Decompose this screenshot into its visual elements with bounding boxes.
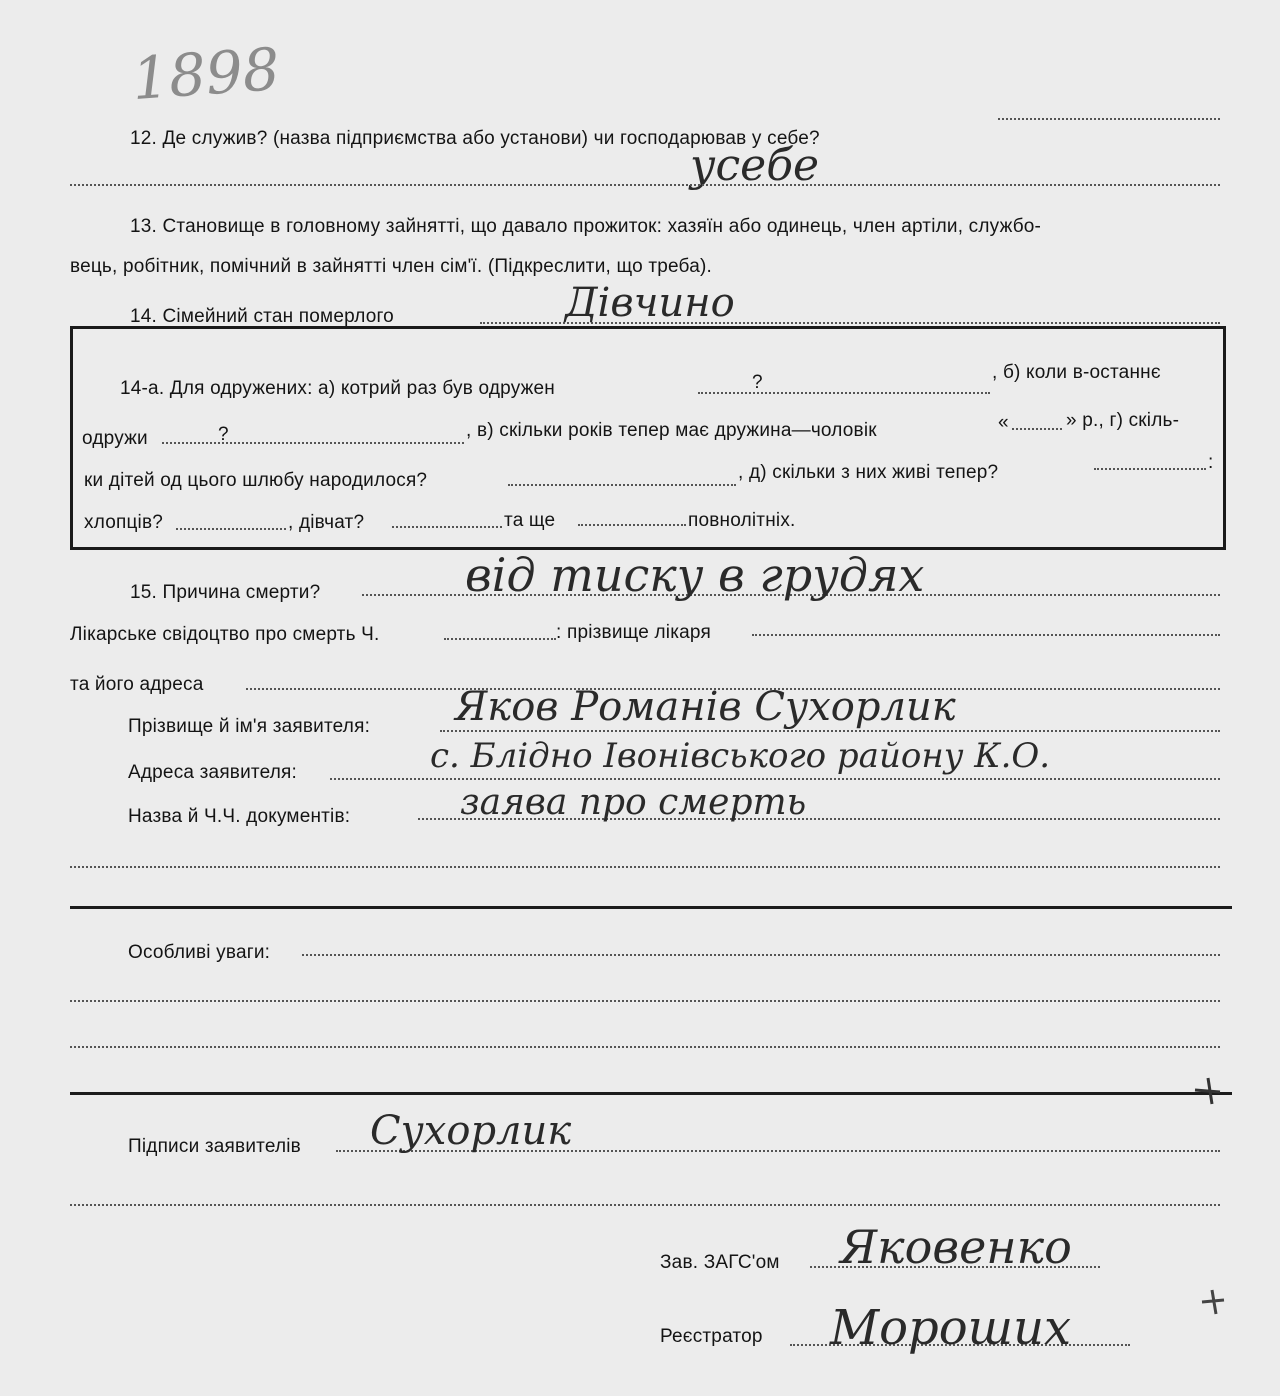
q14a-l3-b: , д) скільки з них живі тепер? — [738, 462, 999, 483]
remarks-dots-1 — [302, 954, 1220, 956]
q14a-l3-dots-2 — [1094, 468, 1206, 470]
documents-value: заява про смерть — [460, 782, 807, 823]
q14-label: 14. Сімейний стан померлого — [130, 306, 394, 327]
remarks-dots-3 — [70, 1046, 1220, 1048]
q14a-l2-q: ? — [218, 424, 229, 445]
doctor-surname-label: : прізвище лікаря — [556, 622, 711, 643]
q12-dotline — [998, 118, 1220, 120]
q12-answer: усебе — [690, 140, 820, 191]
q14a-l3-c: : — [1208, 452, 1214, 473]
ink-mark-1 — [1190, 1070, 1230, 1110]
q14a-l2-dots-2 — [1012, 428, 1062, 430]
doctor-address-label: та його адреса — [70, 674, 204, 695]
applicant-name-dots — [440, 730, 1220, 732]
doctor-certificate-label: Лікарське свідоцтво про смерть Ч. — [70, 624, 380, 645]
registrar-label: Реєстратор — [660, 1326, 763, 1347]
applicant-address: с. Блідно Івонівського району К.О. — [430, 736, 1051, 776]
applicant-address-dots — [330, 778, 1220, 780]
q14a-l2-b: , в) скільки років тепер має дружина—чоловік — [466, 420, 877, 441]
q14a-l4-a: хлопців? — [84, 512, 164, 533]
q14a-l2-open: « — [998, 412, 1009, 433]
q15-label: 15. Причина смерти? — [130, 582, 321, 603]
applicant-name-label: Прізвище й ім'я заявителя: — [128, 716, 371, 737]
q14a-l4-d: повнолітніх. — [688, 510, 796, 531]
q15-answer: від тиску в грудях — [465, 548, 925, 602]
q14a-l1-b: , б) коли в-останнє — [992, 362, 1161, 383]
q14a-l4-c: та ще — [504, 510, 556, 531]
q14a-l2-dots — [162, 442, 464, 444]
documents-dots-2 — [70, 866, 1220, 868]
applicant-signature: Сухорлик — [370, 1108, 572, 1154]
documents-label: Назва й Ч.Ч. документів: — [128, 806, 351, 827]
registrar-signature: Мороших — [830, 1300, 1072, 1356]
section-divider-2 — [70, 1092, 1232, 1095]
q14a-l3-a: ки дітей од цього шлюбу народилося? — [84, 470, 428, 491]
q14-answer: Дівчино — [565, 280, 735, 326]
ink-mark-2 — [1196, 1284, 1232, 1320]
doctor-certificate-dots — [444, 638, 556, 640]
applicant-signature-dots-2 — [70, 1204, 1220, 1206]
head-signature: Яковенко — [840, 1220, 1072, 1274]
remarks-dots-2 — [70, 1000, 1220, 1002]
q14a-l4-b: , дівчат? — [288, 512, 365, 533]
q12-label: 12. Де служив? (назва підприємства або установи) чи господарював у себе? — [130, 128, 820, 149]
q14a-l4-dots-3 — [578, 524, 686, 526]
q12-dotline-2 — [70, 184, 1220, 186]
doctor-surname-dots — [752, 634, 1220, 636]
q14a-l1-dots — [698, 392, 990, 394]
q13-line2: вець, робітник, помічний в зайнятті член сім'ї. (Підкреслити, що треба). — [70, 256, 712, 277]
q14a-l2-a: одружи — [82, 428, 148, 449]
applicant-address-label: Адреса заявителя: — [128, 762, 297, 783]
applicant-signature-label: Підписи заявителів — [128, 1136, 301, 1157]
section-divider-1 — [70, 906, 1232, 909]
q14a-l1-q: ? — [752, 372, 763, 393]
head-label: Зав. ЗАГС'ом — [660, 1252, 780, 1273]
q14a-l4-dots-2 — [392, 526, 502, 528]
q14a-l4-dots-1 — [176, 528, 286, 530]
q14a-l1-a: 14-а. Для одружених: а) котрий раз був одружен — [120, 378, 555, 399]
archive-number: 1898 — [129, 34, 282, 114]
q14a-l2-c: » р., г) скіль- — [1066, 410, 1180, 431]
applicant-name: Яков Романів Сухорлик — [455, 684, 956, 730]
q13-line1: 13. Становище в головному зайнятті, що давало прожиток: хазяїн або одинець, член артіли, службо- — [130, 216, 1042, 237]
remarks-label: Особливі уваги: — [128, 942, 271, 963]
q14a-l3-dots — [508, 484, 736, 486]
